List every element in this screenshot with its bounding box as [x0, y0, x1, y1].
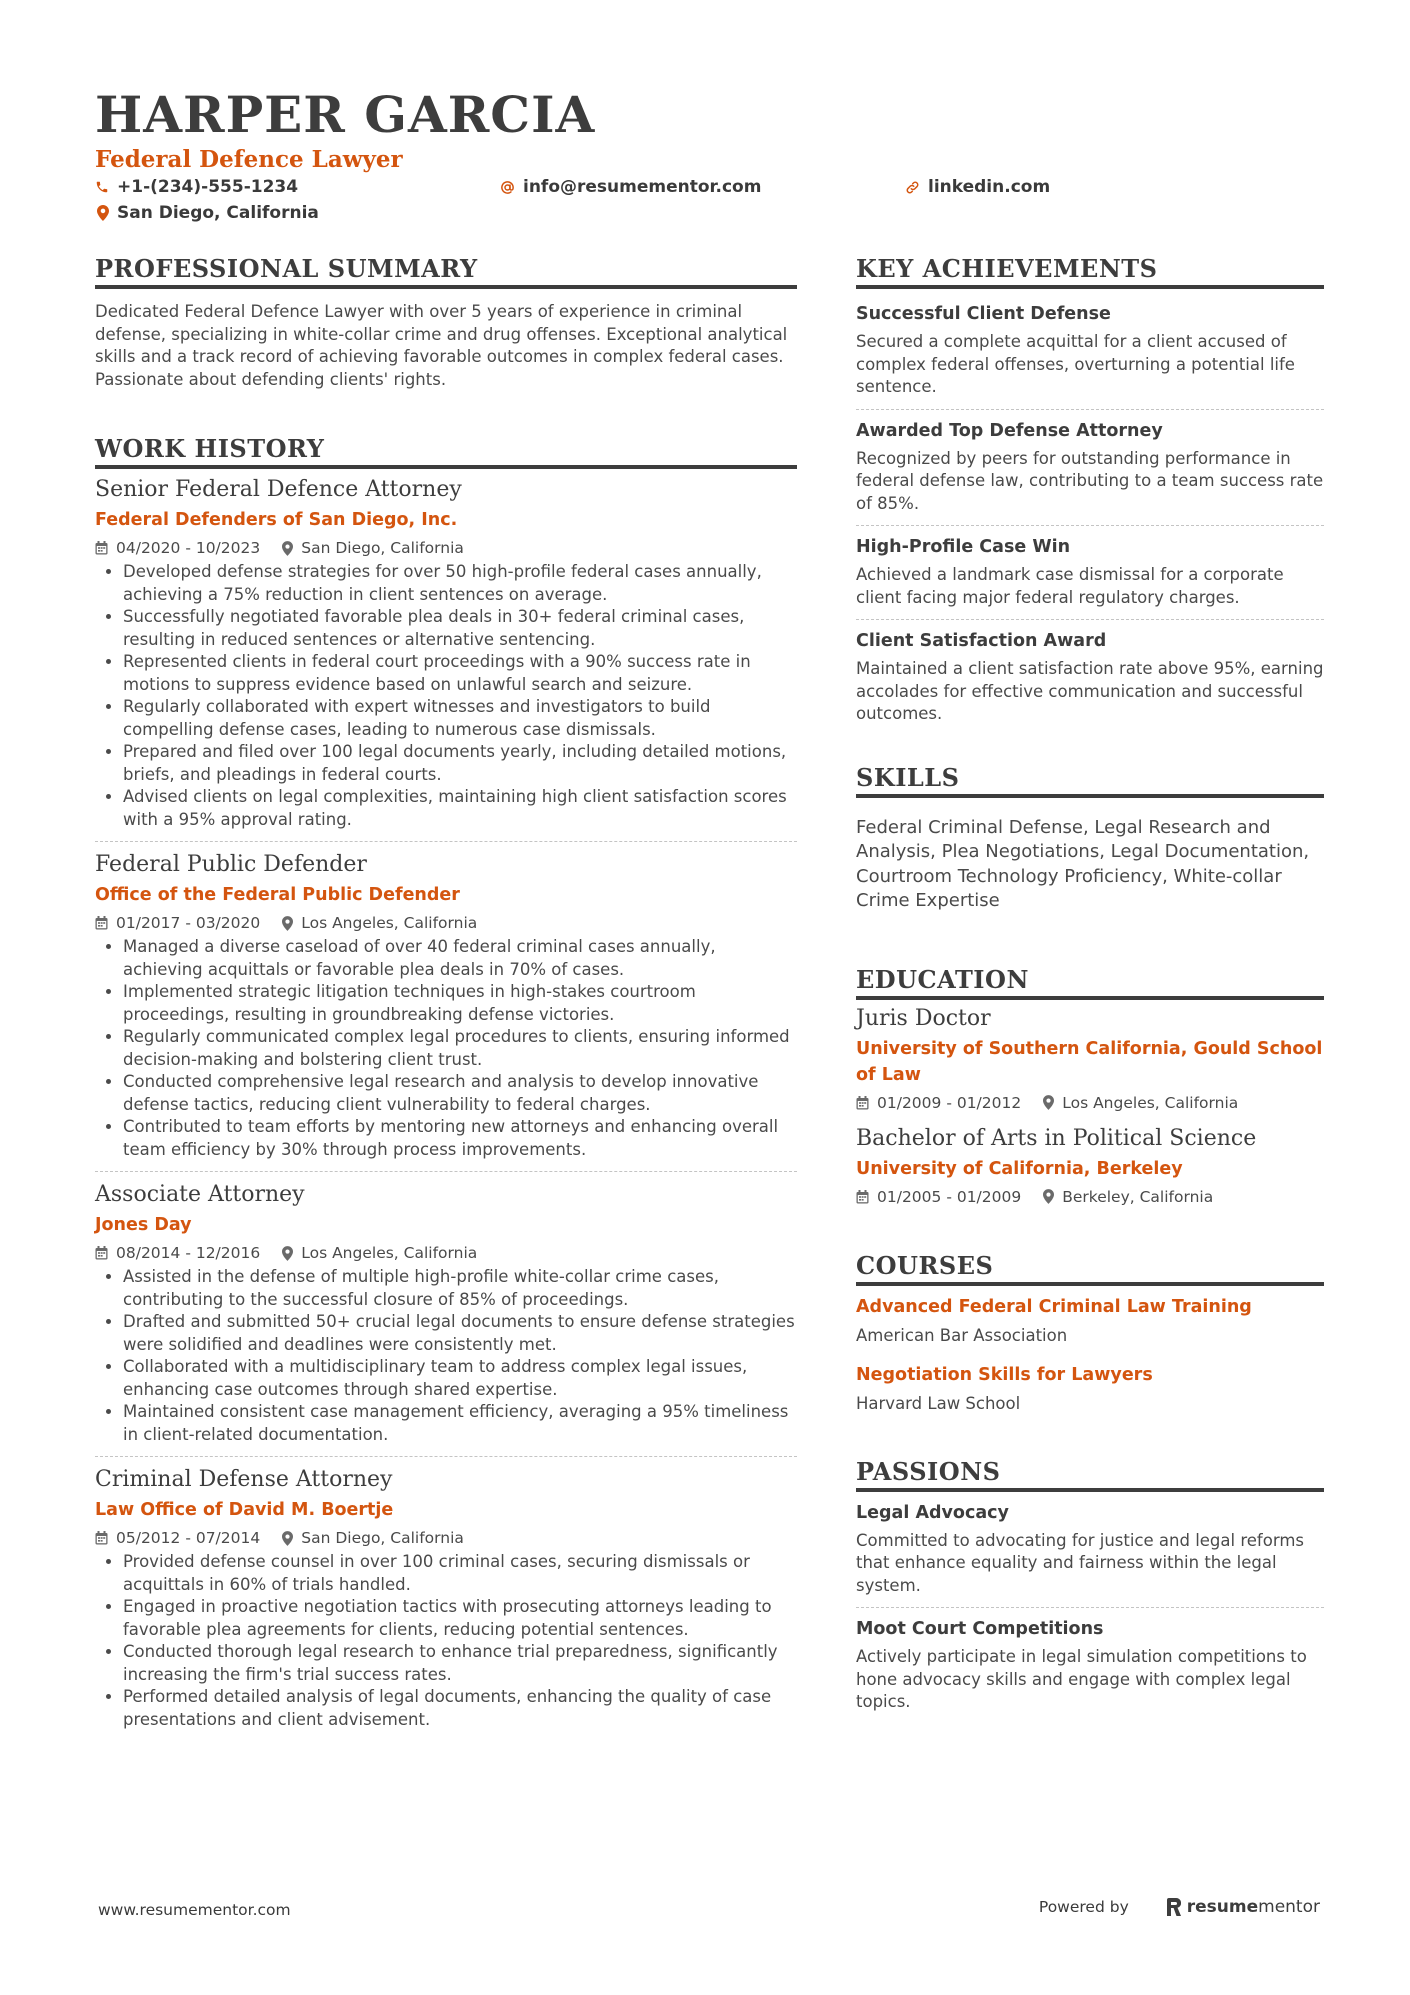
calendar-icon [95, 541, 108, 555]
job-entry [95, 850, 797, 1172]
job-title: Federal Public Defender [95, 852, 367, 877]
achievements-section [856, 253, 1324, 726]
resume-header [95, 85, 1325, 229]
at-icon [500, 180, 515, 195]
courses-section [856, 1250, 1324, 1416]
bullet-item: • Assisted in the defense of multiple high-profile white-collar crime cases, contributing to the successful closure of 85% of proceedings. [123, 1266, 797, 1311]
bullet-item: • Engaged in proactive negotiation tactics with prosecuting attorneys leading to favorable plea agreements for clients, reducing potential sentences. [123, 1596, 797, 1641]
location [282, 1242, 477, 1264]
education-item [856, 1124, 1324, 1208]
date-range [95, 537, 260, 559]
location-text: Los Angeles, California [301, 1244, 478, 1262]
date-location-row [95, 1242, 797, 1264]
achievement-divider [856, 525, 1324, 526]
passions-section [856, 1456, 1324, 1714]
job-bullets [95, 561, 797, 831]
date-location-row [856, 1186, 1324, 1208]
passion-title: Moot Court Competitions [856, 1619, 1104, 1639]
job-title: Criminal Defense Attorney [95, 1467, 393, 1492]
bullet-item: • Implemented strategic litigation techniques in high-stakes courtroom proceedings, resulting in groundbreaking defense victories. [123, 981, 797, 1026]
contact-row [95, 177, 1325, 203]
brand-logo[interactable] [1167, 1897, 1320, 1917]
summary-text: Dedicated Federal Defence Lawyer with over 5 years of experience in criminal defense, specializing in white-collar crime and drug offenses. Exceptional analytical skills and a track record of achieving favorable outcomes in complex federal cases. Passionate about defending clients' rights. [95, 302, 788, 389]
achievement-item [856, 628, 1324, 726]
achievement-description: Recognized by peers for outstanding performance in federal defense law, contributing to a team success rate of 85%. [856, 448, 1324, 513]
achievement-description: Maintained a client satisfaction rate above 95%, earning accolades for effective communication and successful outcomes. [856, 659, 1324, 723]
achievement-item [856, 534, 1324, 620]
bullet-item: • Provided defense counsel in over 100 criminal cases, securing dismissals or acquittals in 60% of trials handled. [123, 1551, 797, 1596]
achievement-title: High-Profile Case Win [856, 537, 1071, 557]
job-divider [95, 1456, 797, 1457]
job-title: Associate Attorney [95, 1182, 305, 1207]
linkedin-contact[interactable] [905, 177, 1050, 197]
date-location-row [95, 537, 797, 559]
job-list [95, 475, 797, 1731]
job-bullets [95, 1551, 797, 1731]
bullet-item: • Drafted and submitted 50+ crucial legal documents to ensure defense strategies were solidified and deadlines were consistently met. [123, 1311, 797, 1356]
degree-title: Bachelor of Arts in Political Science [856, 1125, 1257, 1151]
achievement-title: Awarded Top Defense Attorney [856, 420, 1163, 441]
school-name: University of California, Berkeley [856, 1158, 1183, 1179]
job-divider [95, 1171, 797, 1172]
bullet-item: • Managed a diverse caseload of over 40 federal criminal cases annually, achieving acquittals or favorable plea deals in 70% of cases. [123, 936, 797, 981]
date-range [856, 1186, 1021, 1208]
passions-heading: PASSIONS [856, 1456, 1324, 1492]
job-bullets [95, 1266, 797, 1446]
work-history-heading: WORK HISTORY [95, 433, 797, 469]
footer-website[interactable]: www.resumementor.com [98, 1901, 291, 1919]
bullet-item: • Prepared and filed over 100 legal documents yearly, including detailed motions, briefs, and pleadings in federal courts. [123, 741, 797, 786]
achievement-title: Successful Client Defense [856, 304, 1111, 324]
location-row [95, 203, 1325, 229]
bullet-item: • Developed defense strategies for over 50 high-profile federal cases annually, achieving a 75% reduction in client sentences on average. [123, 561, 797, 606]
footer [98, 1897, 1320, 1927]
course-title: Negotiation Skills for Lawyers [856, 1364, 1153, 1385]
company-name: Jones Day [95, 1215, 192, 1235]
location-text: Los Angeles, California [1062, 1093, 1239, 1112]
bullet-item: • Regularly collaborated with expert witnesses and investigators to build compelling defense cases, leading to numerous case dismissals. [123, 696, 797, 741]
achievement-description: Achieved a landmark case dismissal for a corporate client facing major federal regulatory charges. [856, 565, 1284, 607]
location [1043, 1186, 1213, 1208]
date-location-row [856, 1092, 1324, 1114]
calendar-icon [95, 916, 108, 930]
education-item [856, 1004, 1324, 1114]
location [282, 1527, 464, 1549]
calendar-icon [95, 1246, 108, 1260]
location-text: Berkeley, California [1062, 1187, 1214, 1206]
phone-icon [95, 180, 109, 194]
phone-text: +1-(234)-555-1234 [117, 177, 299, 197]
bullet-item: • Conducted comprehensive legal research and analysis to develop innovative defense tactics, reducing client vulnerability to federal charges. [123, 1071, 797, 1116]
company-name: Law Office of David M. Boertje [95, 1500, 394, 1520]
passion-list [856, 1500, 1324, 1714]
map-pin-icon [282, 916, 293, 931]
date-range [95, 1527, 260, 1549]
date-text: 05/2012 - 07/2014 [116, 1529, 261, 1547]
date-location-row [95, 912, 797, 934]
date-text: 01/2005 - 01/2009 [877, 1187, 1022, 1206]
resumementor-logo-icon [1167, 1898, 1181, 1916]
date-range [95, 1242, 260, 1264]
location-text: San Diego, California [301, 1529, 464, 1547]
candidate-name: HARPER GARCIA [95, 85, 596, 144]
location-text: San Diego, California [117, 203, 319, 223]
map-pin-icon [282, 541, 293, 556]
skills-section [856, 762, 1324, 914]
powered-by-text: Powered by [1038, 1898, 1129, 1916]
calendar-icon [856, 1190, 869, 1204]
job-entry [95, 475, 797, 842]
calendar-icon [856, 1096, 869, 1110]
passion-item [856, 1500, 1324, 1609]
course-item [856, 1362, 1324, 1416]
achievement-item [856, 418, 1324, 527]
job-entry [95, 1180, 797, 1457]
school-name: University of Southern California, Gould School of Law [856, 1038, 1323, 1085]
email-contact[interactable] [500, 177, 761, 197]
candidate-role: Federal Defence Lawyer [95, 146, 403, 173]
achievement-divider [856, 619, 1324, 620]
passion-description: Actively participate in legal simulation competitions to hone advocacy skills and engage with complex legal topics. [856, 1647, 1307, 1711]
bullet-item: • Represented clients in federal court proceedings with a 90% success rate in motions to suppress evidence based on unlawful search and seizure. [123, 651, 797, 696]
passion-title: Legal Advocacy [856, 1502, 1009, 1523]
passion-description: Committed to advocating for justice and legal reforms that enhance equality and fairness within the legal system. [856, 1530, 1304, 1595]
date-range [95, 912, 260, 934]
course-title: Advanced Federal Criminal Law Training [856, 1296, 1252, 1317]
courses-heading: COURSES [856, 1250, 1324, 1286]
course-organization: Harvard Law School [856, 1393, 1021, 1413]
link-icon [905, 180, 920, 195]
map-pin-icon [282, 1246, 293, 1261]
bullet-item: • Maintained consistent case management efficiency, averaging a 95% timeliness in client-related documentation. [123, 1401, 797, 1446]
date-text: 08/2014 - 12/2016 [116, 1244, 261, 1262]
education-heading: EDUCATION [856, 964, 1324, 1000]
location [282, 912, 477, 934]
footer-powered [1039, 1897, 1320, 1917]
bullet-item: • Conducted thorough legal research to enhance trial preparedness, significantly increasing the firm's trial success rates. [123, 1641, 797, 1686]
achievement-item [856, 301, 1324, 410]
achievement-title: Client Satisfaction Award [856, 631, 1107, 651]
skills-heading: SKILLS [856, 762, 1324, 798]
degree-title: Juris Doctor [856, 1005, 991, 1031]
summary-heading: PROFESSIONAL SUMMARY [95, 253, 797, 289]
course-organization: American Bar Association [856, 1325, 1068, 1345]
location [1043, 1092, 1238, 1114]
left-column [95, 253, 797, 1731]
company-name: Federal Defenders of San Diego, Inc. [95, 510, 458, 530]
achievement-list [856, 301, 1324, 726]
date-range [856, 1092, 1021, 1114]
achievements-heading: KEY ACHIEVEMENTS [856, 253, 1324, 289]
job-title: Senior Federal Defence Attorney [95, 477, 462, 502]
linkedin-text[interactable]: linkedin.com [928, 177, 1051, 197]
location-text: San Diego, California [301, 539, 464, 557]
map-pin-icon [1043, 1095, 1054, 1110]
bullet-item: • Regularly communicated complex legal procedures to clients, ensuring informed decision-making and bolstering client trust. [123, 1026, 797, 1071]
passion-item [856, 1616, 1324, 1714]
bullet-item: • Contributed to team efforts by mentoring new attorneys and enhancing overall team efficiency by 30% through process improvements. [123, 1116, 797, 1161]
calendar-icon [95, 1531, 108, 1545]
date-text: 01/2017 - 03/2020 [116, 914, 261, 932]
passion-divider [856, 1607, 1324, 1608]
map-pin-icon [282, 1531, 293, 1546]
bullet-item: • Successfully negotiated favorable plea deals in 30+ federal criminal cases, resulting in reduced sentences or alternative sentencing. [123, 606, 797, 651]
phone-contact [95, 177, 298, 197]
achievement-description: Secured a complete acquittal for a client accused of complex federal offenses, overturning a potential life sentence. [856, 332, 1295, 396]
location-contact [97, 203, 319, 223]
brand-suffix: mentor [1258, 1897, 1320, 1917]
course-list [856, 1294, 1324, 1416]
bullet-item: • Performed detailed analysis of legal documents, enhancing the quality of case presentations and client advisement. [123, 1686, 797, 1731]
date-location-row [95, 1527, 797, 1549]
bullet-item: • Advised clients on legal complexities, maintaining high client satisfaction scores with a 95% approval rating. [123, 786, 797, 831]
skills-text: Federal Criminal Defense, Legal Research and Analysis, Plea Negotiations, Legal Documentation, Courtroom Technology Proficiency, White-collar Crime Expertise [856, 816, 1310, 911]
company-name: Office of the Federal Public Defender [95, 885, 460, 905]
date-text: 01/2009 - 01/2012 [877, 1093, 1022, 1112]
location [282, 537, 464, 559]
brand-prefix: resume [1186, 1897, 1259, 1917]
job-bullets [95, 936, 797, 1161]
map-pin-icon [1043, 1189, 1054, 1204]
education-section [856, 964, 1324, 1208]
job-divider [95, 841, 797, 842]
date-text: 04/2020 - 10/2023 [116, 539, 261, 557]
location-text: Los Angeles, California [301, 914, 478, 932]
education-list [856, 1004, 1324, 1208]
map-pin-icon [97, 205, 109, 221]
right-column [856, 253, 1324, 1714]
email-text[interactable]: info@resumementor.com [523, 177, 762, 197]
summary-section [95, 253, 797, 391]
job-entry [95, 1465, 797, 1731]
bullet-item: • Collaborated with a multidisciplinary team to address complex legal issues, enhancing case outcomes through shared expertise. [123, 1356, 797, 1401]
work-history-section [95, 433, 797, 1731]
achievement-divider [856, 409, 1324, 410]
course-item [856, 1294, 1324, 1348]
